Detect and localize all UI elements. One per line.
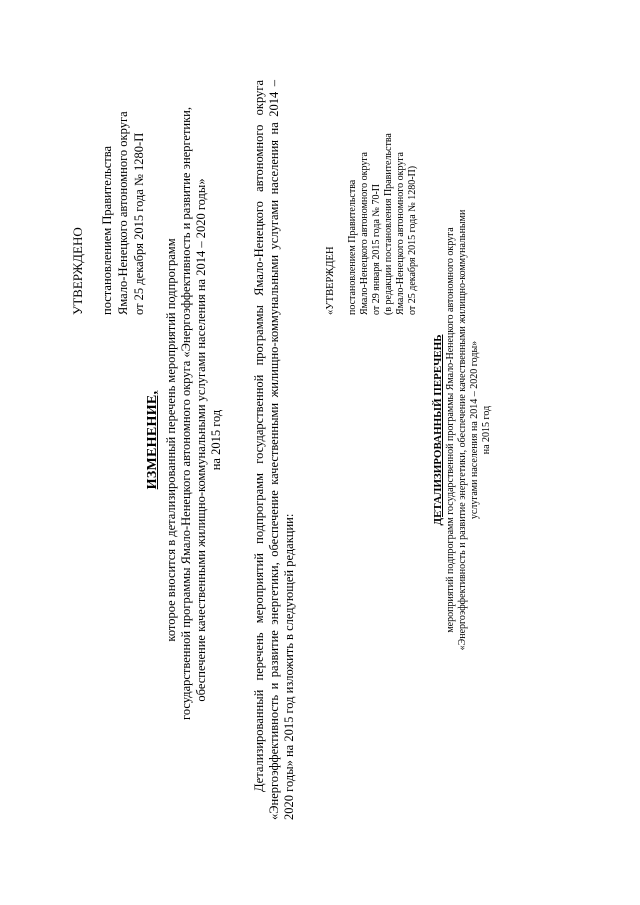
approval-line-3: от 25 декабря 2015 года № 1280-П [131,132,146,315]
approval-stamp-quoted [325,133,419,315]
quoted-approval-line-4: (в редакции постановления Правительства [382,133,394,315]
intro-text: Детализированный перечень мероприятий подпрограмм государственной программы Ямало-Ненецкого автономного округа «Энергоэффективность и развитие энергетики, обеспечение качественными жилищно-коммунальными услугами населения на 2014 – 2020 годы» на 2015 год изложить в следующей редакции: [252,80,296,820]
quoted-approval-line-3: от 29 января 2015 года № 70-П [370,183,382,315]
approval-line-1: постановлением Правительства [100,145,115,315]
quoted-approval-line-5: Ямало-Ненецкого автономного округа [394,152,406,315]
change-line-4: на 2015 год [208,409,223,471]
approval-heading: УТВЕРЖДЕНО [70,227,85,315]
change-title: ИЗМЕНЕНИЕ, [145,390,160,490]
detail-line-1: мероприятий подпрограмм государственной программы Ямало-Ненецкого автономного округа [445,227,457,633]
change-line-2: государственной программы Ямало-Ненецкого автономного округа «Энергоэффективность и развитие энергетики, [178,106,193,720]
detail-section [432,150,493,710]
change-line-3: обеспечение качественными жилищно-коммунальными услугами населения на 2014 – 2020 годы» [193,178,208,702]
detail-title: ДЕТАЛИЗИРОВАННЫЙ ПЕРЕЧЕНЬ [432,334,444,526]
detail-line-2: «Энергоэффективность и развитие энергетики, обеспечение качественными жилищно-коммунальными [457,209,469,651]
quoted-approval-line-2: Ямало-Ненецкого автономного округа [358,152,370,315]
quoted-approval-heading: «УТВЕРЖДЕН [325,246,336,315]
approval-stamp-main [70,111,147,315]
detail-line-3: услугами населения на 2014 – 2020 годы» [469,340,481,520]
detail-line-4: на 2015 год [481,405,493,455]
approval-line-2: Ямало-Ненецкого автономного округа [115,111,130,315]
change-section [145,106,224,720]
intro-paragraph [252,80,297,820]
quoted-approval-line-6: от 25 декабря 2015 года № 1280-П) [406,165,418,315]
quoted-approval-line-1: постановлением Правительства [346,179,358,315]
change-line-1: которое вносится в детализированный перечень мероприятий подпрограмм [163,238,178,642]
